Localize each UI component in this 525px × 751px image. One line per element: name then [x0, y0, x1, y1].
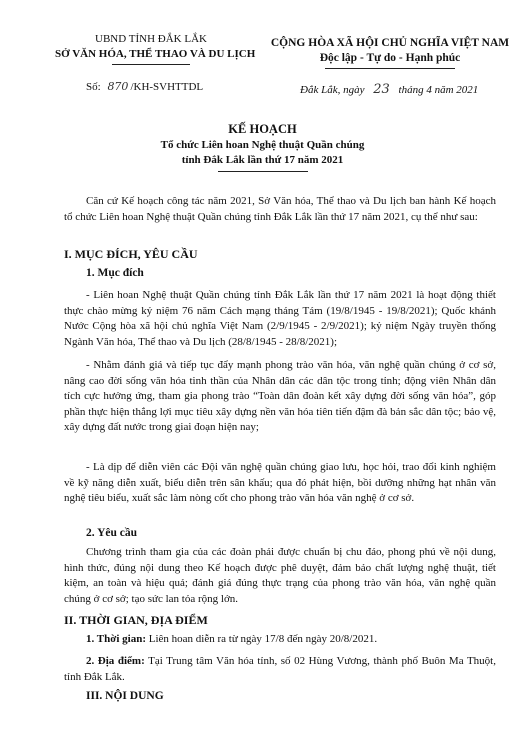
agency-underline — [112, 64, 190, 65]
intro-paragraph: Căn cứ Kế hoạch công tác năm 2021, Sở Văn hóa, Thể thao và Du lịch ban hành Kế hoạch tổ chức Liên hoan Nghệ thuật Quần chúng tỉnh Đắk Lắk lần thứ 17 năm 2021, cụ thể như sau: — [64, 195, 496, 223]
title-underline — [218, 171, 308, 172]
purpose-paragraph-3: - Là dịp để diễn viên các Đội văn nghệ quần chúng giao lưu, học hỏi, trao đổi kinh nghiệm về kỹ năng diễn xuất, biểu diễn trên sân khấu; qua đó phát hiện, bồi dưỡng những hạt nhân văn nghệ tiêu biểu, xuất sắc làm nòng cốt cho phong trào văn hóa văn nghệ ở cơ sở. — [64, 461, 496, 504]
time-label: 1. Thời gian: — [86, 633, 146, 645]
agency-name: SỞ VĂN HÓA, THỂ THAO VÀ DU LỊCH — [55, 48, 256, 60]
date-suffix: tháng 4 năm 2021 — [398, 84, 479, 96]
section-3-heading: III. NỘI DUNG — [86, 690, 164, 702]
title-line-1: Tổ chức Liên hoan Nghệ thuật Quần chúng — [160, 139, 365, 151]
section-1-heading: I. MỤC ĐÍCH, YÊU CẦU — [64, 247, 198, 261]
time-text: Liên hoan diễn ra từ ngày 17/8 đến ngày 20/8/2021. — [148, 633, 378, 645]
section-2-heading: II. THỜI GIAN, ĐỊA ĐIỂM — [64, 613, 208, 627]
document-date — [300, 82, 478, 97]
document-number — [86, 80, 203, 93]
number-suffix: /KH-SVHTTDL — [130, 81, 204, 93]
motto-underline — [325, 68, 455, 69]
purpose-paragraph-2: - Nhằm đánh giá và tiếp tục đẩy mạnh phong trào văn hóa, văn nghệ quần chúng ở cơ sở, nâng cao đời sống văn hóa tinh thần của Nhân dân các dân tộc trong tỉnh; động viên Nhân dân tích cực hưởng ứng, tham gia phong trào “Toàn dân đoàn kết xây dựng đời sống văn hóa”, góp phần thực hiện thắng lợi mục tiêu xây dựng nền văn hóa tiên tiến đậm đà bản sắc dân tộc; bảo vệ, xây dựng đất nước trong giai đoạn hiện nay; — [64, 359, 496, 433]
place-paragraph — [64, 654, 496, 685]
place-text: Tại Trung tâm Văn hóa tỉnh, số 02 Hùng Vương, thành phố Buôn Ma Thuột, tỉnh Đắk Lắk. — [64, 655, 496, 683]
agency-parent: UBND TỈNH ĐẮK LẮK — [95, 33, 207, 45]
title-line-2: tỉnh Đắk Lắk lần thứ 17 năm 2021 — [181, 154, 344, 166]
time-line — [64, 632, 496, 648]
day-handwritten: 23 — [373, 82, 390, 97]
date-prefix: Đắk Lắk, ngày — [300, 84, 365, 96]
motto: Độc lập - Tự do - Hạnh phúc — [319, 52, 461, 64]
number-handwritten: 870 — [107, 80, 129, 93]
country-name: CỘNG HÒA XÃ HỘI CHỦ NGHĨA VIỆT NAM — [270, 37, 510, 49]
place-label: 2. Địa điểm: — [86, 655, 145, 667]
number-prefix: Số: — [86, 81, 101, 93]
purpose-paragraph-1: - Liên hoan Nghệ thuật Quần chúng tỉnh Đắk Lắk lần thứ 17 năm 2021 là hoạt động thiết thực chào mừng kỷ niệm 76 năm Cách mạng tháng Tám (19/8/1945 - 19/8/2021); Quốc khánh Nước Cộng hòa xã hội chủ nghĩa Việt Nam (2/9/1945 - 2/9/2021); kỷ niệm Ngày truyền thống Ngành Văn hóa, Thể thao và Du lịch (28/8/1945 - 28/8/2021); — [64, 289, 496, 348]
requirement-paragraph: Chương trình tham gia của các đoàn phải được chuẩn bị chu đáo, phong phú về nội dung, hình thức, đúng nội dung theo Kế hoạch được phê duyệt, đảm bảo chất lượng nghệ thuật, tiết kiệm, an toàn và hiệu quả; đánh giá đúng thực trạng của phong trào văn hóa, văn nghệ quần chúng ở cơ sở; tạo sức lan tỏa rộng lớn. — [64, 546, 496, 605]
section-1-sub-2: 2. Yêu cầu — [86, 527, 138, 539]
section-1-sub-1: 1. Mục đích — [86, 267, 144, 279]
document-type: KẾ HOẠCH — [228, 122, 297, 136]
